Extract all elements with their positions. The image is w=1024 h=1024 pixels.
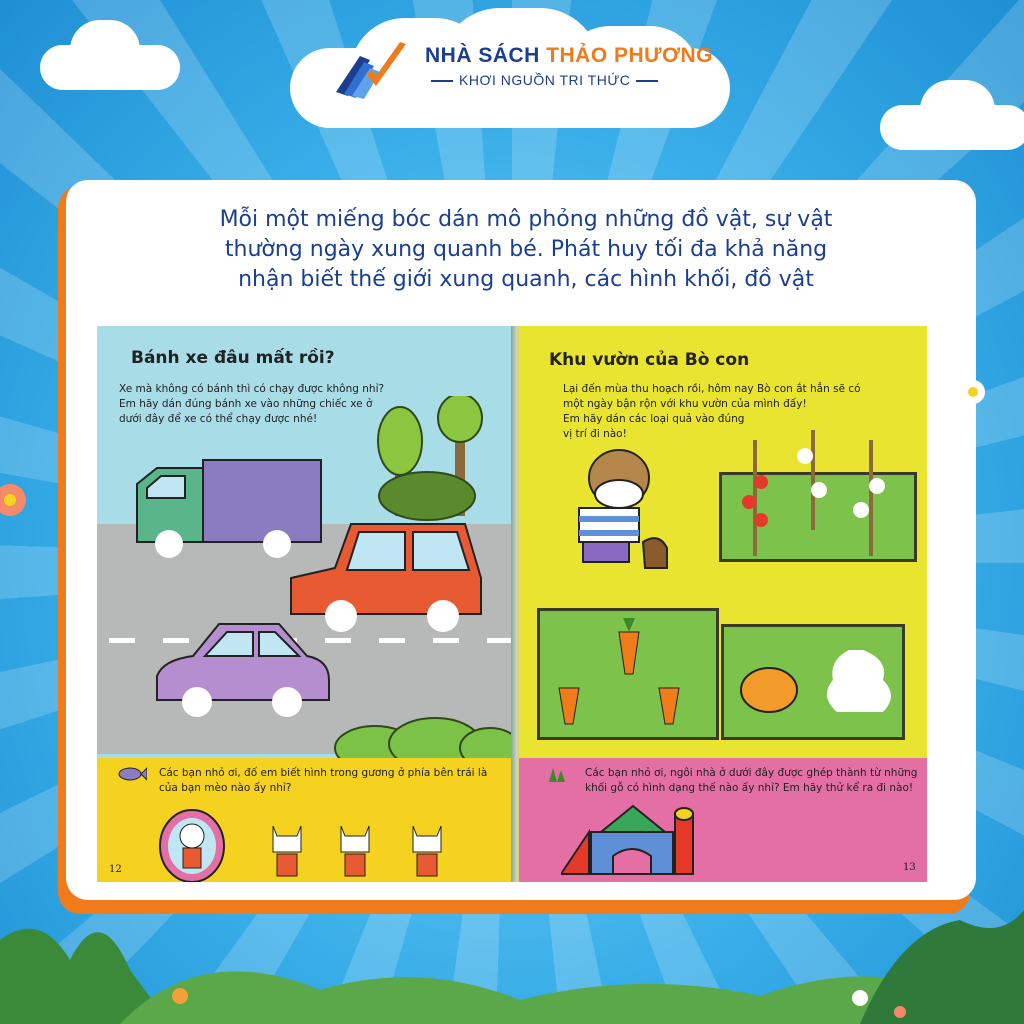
bushes-illustration	[325, 714, 515, 760]
brand-slogan: KHƠI NGUỒN TRI THỨC	[425, 72, 664, 88]
cat-option-icon	[325, 818, 385, 882]
left-page	[97, 326, 515, 882]
headline	[96, 205, 956, 295]
left-page-quiz	[97, 758, 515, 882]
flower-decoration-right	[958, 372, 988, 422]
page-number-left: 12	[109, 864, 122, 875]
book-spread	[97, 326, 927, 882]
headline-line: Mỗi một miếng bóc dán mô phỏng những đồ vật, sự vật	[219, 207, 833, 232]
headline-line: thường ngày xung quanh bé. Phát huy tối đa khả năng	[224, 237, 828, 262]
mirror-cat-icon	[157, 806, 227, 882]
right-page-instructions: Lại đến mùa thu hoạch rồi, hôm nay Bò con ắt hẳn sẽ có một ngày bận rộn với khu vườn của mình đấy! Em hãy dán các loại quả vào đúng vị trí đi nào!	[563, 383, 861, 440]
book-check-logo-icon	[330, 36, 410, 100]
road-marking	[379, 638, 405, 643]
wooden-blocks-house-illustration	[561, 802, 701, 878]
cloud-right	[880, 80, 1024, 150]
tomato-plants-illustration	[729, 430, 909, 560]
left-page-instructions: Xe mà không có bánh thì có chạy được không nhỉ? Em hãy dán đúng bánh xe vào những chiếc xe ở dưới đây để xe có thể chạy được nhé!	[119, 383, 385, 425]
headline-line: nhận biết thế giới xung quanh, các hình khối, đồ vật	[238, 267, 814, 292]
flower-decoration-left	[0, 470, 36, 540]
purple-car-illustration	[153, 616, 333, 726]
right-page-quiz	[519, 758, 927, 882]
fish-icon	[117, 766, 147, 782]
cat-option-icon	[257, 818, 317, 882]
pumpkins-illustration	[733, 640, 893, 726]
brand-name: NHÀ SÁCH THẢO PHƯƠNG	[425, 44, 714, 67]
left-page-title: Bánh xe đâu mất rồi?	[131, 348, 335, 368]
left-quiz-text: Các bạn nhỏ ơi, đố em biết hình trong gương ở phía bên trái là của bạn mèo nào ấy nhỉ?	[159, 767, 488, 794]
right-page-title: Khu vườn của Bò con	[549, 350, 750, 370]
carrots-illustration	[549, 618, 709, 728]
cloud-left	[40, 20, 180, 90]
grass-icon	[547, 766, 567, 782]
page-number-right: 13	[903, 862, 916, 873]
road-marking	[433, 638, 459, 643]
cat-option-icon	[397, 818, 457, 882]
foliage-decoration	[0, 900, 1024, 1024]
right-page	[519, 326, 927, 882]
red-car-illustration	[285, 512, 485, 632]
road-marking	[109, 638, 135, 643]
right-quiz-text: Các bạn nhỏ ơi, ngôi nhà ở dưới đây được ghép thành từ những khối gỗ có hình dạng thế nào ấy nhỉ? Em hãy thử kể ra đi nào!	[585, 767, 918, 794]
road-marking	[487, 638, 513, 643]
cow-illustration	[549, 438, 679, 578]
trees-illustration	[367, 396, 515, 526]
